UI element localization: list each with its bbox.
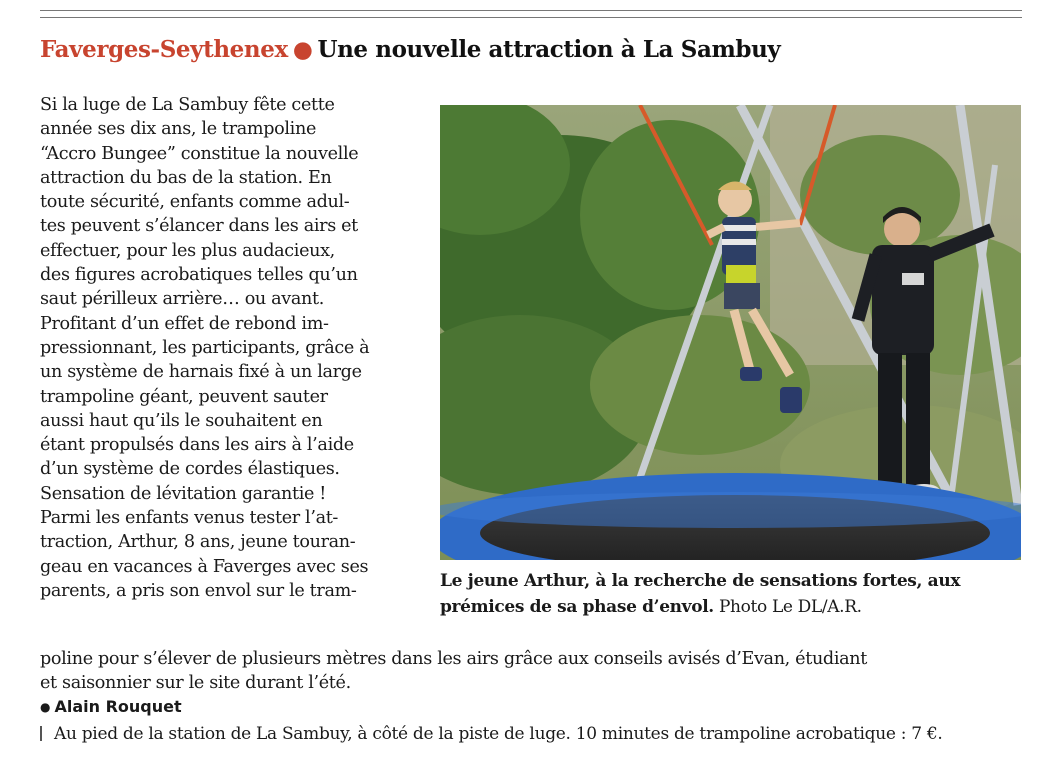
practical-info [40, 721, 1022, 747]
headline [40, 30, 1022, 70]
article-text-line: Profitant d’un effet de rebond im- [40, 313, 329, 334]
byline-author: Alain Rouquet [54, 697, 182, 716]
article-text-line: tes peuvent s’élancer dans les airs et [40, 216, 358, 237]
photo-credit: Photo Le DL/A.R. [718, 597, 862, 617]
article-text-line: Sensation de lévitation garantie ! [40, 483, 327, 504]
trampoline-photo-illustration [440, 105, 1021, 560]
article-text-line: effectuer, pour les plus audacieux, [40, 240, 335, 261]
top-rule [40, 10, 1022, 11]
top-rule-second [40, 17, 1022, 18]
article-full-width-text [40, 647, 1022, 696]
article-text-line: et saisonnier sur le site durant l’été. [40, 673, 351, 694]
info-bar-icon [40, 726, 42, 741]
practical-info-text: Au pied de la station de La Sambuy, à côté de la piste de luge. 10 minutes de trampoline acrobatique : 7 €. [54, 724, 943, 744]
caption-line-2: prémices de sa phase d’envol. [440, 597, 714, 617]
article-text-line: d’un système de cordes élastiques. [40, 459, 340, 480]
caption-line-1: Le jeune Arthur, à la recherche de sensations fortes, aux [440, 571, 961, 591]
headline-separator-icon: ● [292, 36, 313, 63]
article-column-text [40, 93, 432, 603]
article-text-line: un système de harnais fixé à un large [40, 362, 362, 383]
article-text-line: trampoline géant, peuvent sauter [40, 386, 328, 407]
article-text-line: saut périlleux arrière… ou avant. [40, 289, 324, 310]
headline-location: Faverges-Seythenex [40, 36, 288, 63]
article-text-line: des figures acrobatiques telles qu’un [40, 265, 358, 286]
article-text-line: pressionnant, les participants, grâce à [40, 337, 370, 358]
article-text-line: Parmi les enfants venus tester l’at- [40, 508, 339, 529]
article-text-line: attraction du bas de la station. En [40, 167, 332, 188]
byline [40, 697, 182, 717]
article-photo [440, 105, 1021, 560]
article-text-line: aussi haut qu’ils le souhaitent en [40, 410, 323, 431]
byline-bullet-icon: ● [40, 700, 51, 714]
article-text-line: Si la luge de La Sambuy fête cette [40, 95, 335, 115]
article-text-line: poline pour s’élever de plusieurs mètres dans les airs grâce aux conseils avisés d’Evan, étudiant [40, 649, 867, 669]
article-text-line: geau en vacances à Faverges avec ses [40, 556, 369, 577]
article-text-line: traction, Arthur, 8 ans, jeune touran- [40, 532, 356, 553]
article-text-line: année ses dix ans, le trampoline [40, 119, 317, 140]
article-text-line: “Accro Bungee” constitue la nouvelle [40, 143, 359, 164]
article-text-line: étant propulsés dans les airs à l’aide [40, 435, 354, 456]
article-text-line: parents, a pris son envol sur le tram- [40, 580, 357, 601]
photo-caption [440, 568, 1022, 620]
article-text-line: toute sécurité, enfants comme adul- [40, 192, 350, 213]
headline-title: Une nouvelle attraction à La Sambuy [317, 36, 781, 63]
